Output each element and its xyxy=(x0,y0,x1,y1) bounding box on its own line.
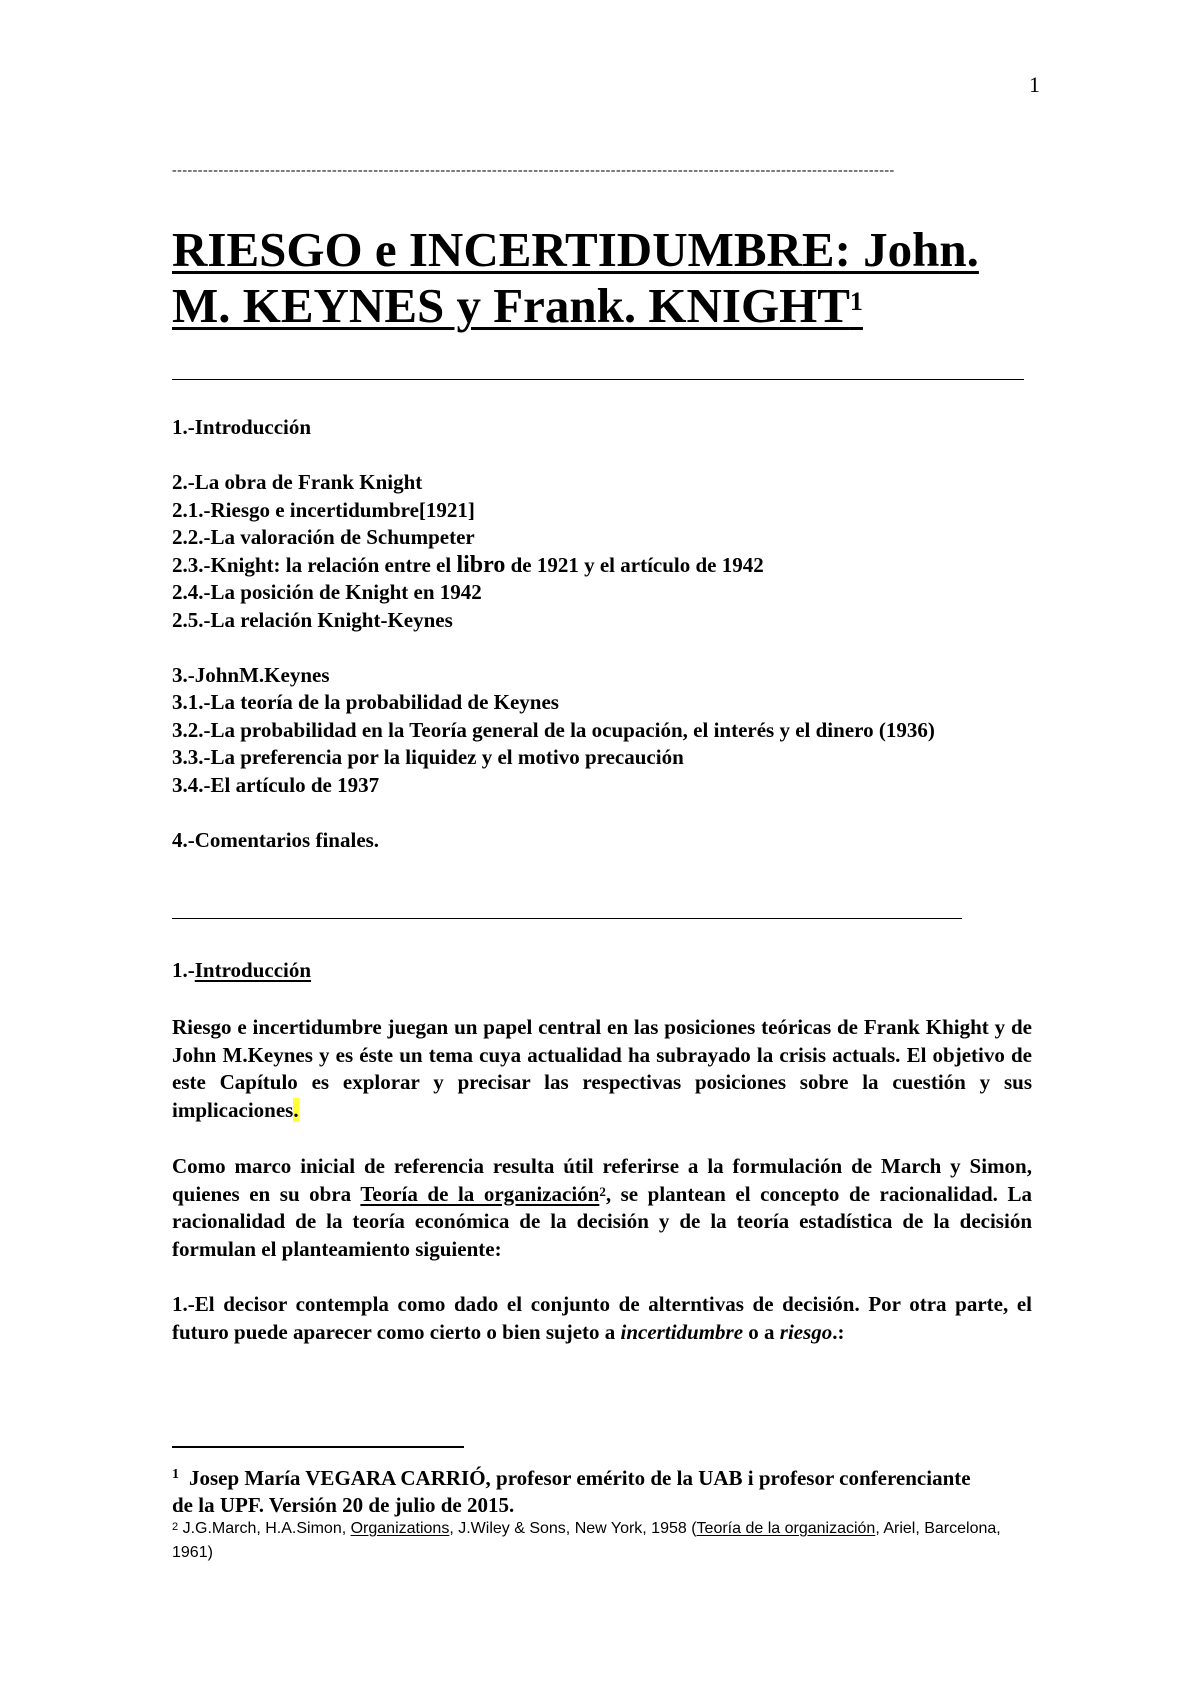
toc-item: 2.5.-La relación Knight-Keynes xyxy=(172,607,453,632)
book-title: Teoría de la organización xyxy=(360,1181,600,1206)
toc-item: 1.-Introducción xyxy=(172,415,312,439)
footnote-1: $^1$ Josep María VEGARA CARRIÓ, profesor emérito de la UAB i profesor conferenciante de la UPF. Versión 20 de julio de 2015. xyxy=(172,1466,971,1517)
toc-item: 2.2.-La valoración de Schumpeter xyxy=(172,525,475,549)
toc-item: 3.2.-La probabilidad en la Teoría general de la ocupación, el interés y el dinero (1936) xyxy=(172,717,935,742)
toc-item: 3.1.-La teoría de la probabilidad de Keynes xyxy=(172,690,559,714)
title-footnote-mark[interactable]: 1 xyxy=(849,287,863,316)
toc-item: 4.-Comentarios finales. xyxy=(172,827,380,852)
paragraph: 1.-El decisor contempla como dado el conjunto de alterntivas de decisión. Por otra parte, el futuro puede aparecer como cierto o bien sujeto a incertidumbre o a riesgo.: xyxy=(172,1292,1032,1344)
emphasis-riesgo: riesgo xyxy=(779,1319,833,1344)
emphasis-incertidumbre: incertidumbre xyxy=(620,1319,744,1344)
book-title: Organizations xyxy=(350,1520,450,1537)
paragraph: Como marco inicial de referencia resulta útil referirse a la formulación de March y Simon, quienes en su obra Teoría de la organización$^2$, se plantean el concepto de racionalidad. La racionalidad de la teoría económica de la decisión y de la teoría estadística de la decisión formulan el planteamiento siguiente: xyxy=(172,1154,1032,1261)
dashed-separator: -------------------------------------------------------------------------------------------------------------------------------------------- xyxy=(172,164,895,178)
highlighted-text: . xyxy=(293,1097,299,1122)
toc-item: 3.3.-La preferencia por la liquidez y el motivo precaución xyxy=(172,745,684,769)
toc-item: 2.1.-Riesgo e incertidumbre[1921] xyxy=(172,497,475,522)
toc-item: 2.3.-Knight: la relación entre el libro de 1921 y el artículo de 1942 xyxy=(172,551,764,578)
footnote-separator xyxy=(172,1446,464,1448)
section-title: Introducción xyxy=(194,958,312,982)
paragraph: Riesgo e incertidumbre juegan un papel central en las posiciones teóricas de Frank Khight y de John M.Keynes y es éste un tema cuya actualidad ha subrayado la crisis actuals. El objetivo de este Capítulo es explorar y precisar las respectivas posiciones sobre la cuestión y sus implicaciones. xyxy=(172,1015,1032,1122)
footnote-ref[interactable]: 2 xyxy=(599,1183,606,1199)
toc-item: 3.4.-El artículo de 1937 xyxy=(172,772,380,797)
section-heading: 1.-Introducción xyxy=(172,958,312,982)
toc-item: 3.-JohnM.Keynes xyxy=(172,662,330,687)
table-of-contents xyxy=(172,414,1032,854)
title-line-2: M. KEYNES y Frank. KNIGHT xyxy=(172,278,850,333)
book-title: Teoría de la organización xyxy=(696,1520,876,1537)
title-line-1: RIESGO e INCERTIDUMBRE: John. xyxy=(172,222,979,277)
footnote-2: $^2$ J.G.March, H.A.Simon, Organizations, J.Wiley & Sons, New York, 1958 (Teoría de la organización, Ariel, Barcelona, 1961) xyxy=(172,1520,1001,1561)
page-number: 1 xyxy=(1029,72,1040,97)
horizontal-rule xyxy=(172,379,1024,380)
footnote-mark: 2 xyxy=(172,1521,179,1533)
toc-item: 2.4.-La posición de Knight en 1942 xyxy=(172,580,482,604)
document-title xyxy=(172,222,1032,334)
toc-item: 2.-La obra de Frank Knight xyxy=(172,470,423,494)
footnote-mark: 1 xyxy=(172,1467,179,1482)
horizontal-rule xyxy=(172,918,962,919)
